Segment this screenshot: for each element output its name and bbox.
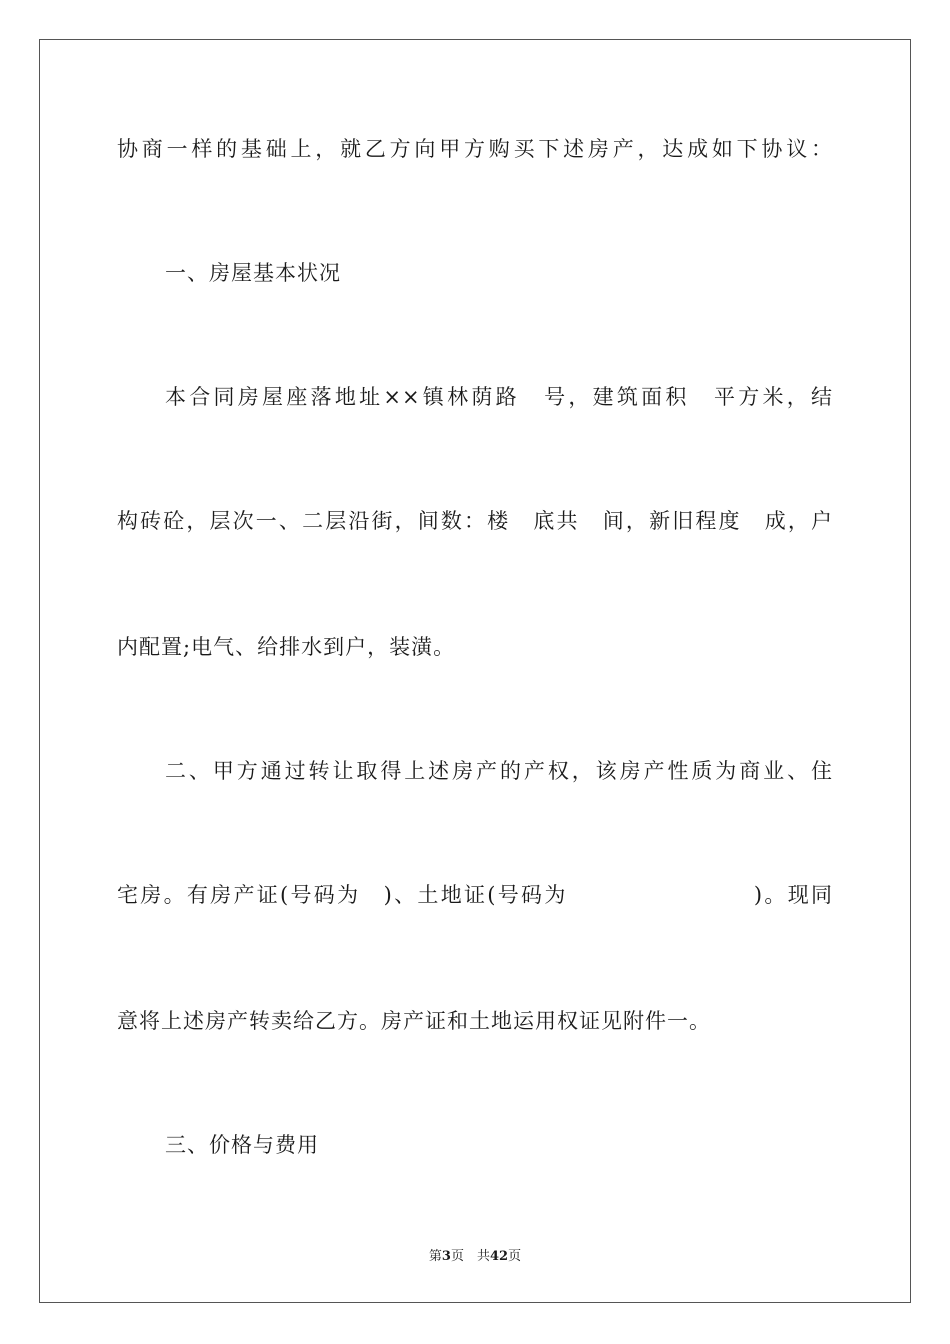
- footer-suffix: 页: [508, 1249, 522, 1264]
- body-line-5: 内配置;电气、给排水到户，装潢。: [117, 635, 456, 659]
- total-pages-number: 42: [489, 1249, 509, 1264]
- body-line-3: 本合同房屋座落地址××镇林荫路 号，建筑面积 平方米，结: [165, 385, 833, 409]
- section-heading-3: 三、价格与费用: [165, 1133, 319, 1157]
- body-line-4: 构砖砼，层次一、二层沿街，间数：楼 底共 间，新旧程度 成，户: [117, 509, 833, 533]
- body-line-7: 宅房。有房产证(号码为 )、土地证(号码为 )。现同: [117, 883, 833, 907]
- footer-prefix: 第: [428, 1249, 442, 1264]
- page-frame: [39, 39, 911, 1303]
- body-line-8: 意将上述房产转卖给乙方。房产证和土地运用权证见附件一。: [117, 1009, 711, 1033]
- section-heading-1: 一、房屋基本状况: [165, 261, 341, 285]
- body-line-1: 协商一样的基础上，就乙方向甲方购买下述房产，达成如下协议：: [117, 137, 833, 161]
- page-number-footer: [0, 1248, 950, 1266]
- footer-mid: 页 共: [450, 1249, 490, 1264]
- current-page-number: 3: [441, 1249, 451, 1264]
- body-line-6: 二、甲方通过转让取得上述房产的产权，该房产性质为商业、住: [165, 759, 833, 783]
